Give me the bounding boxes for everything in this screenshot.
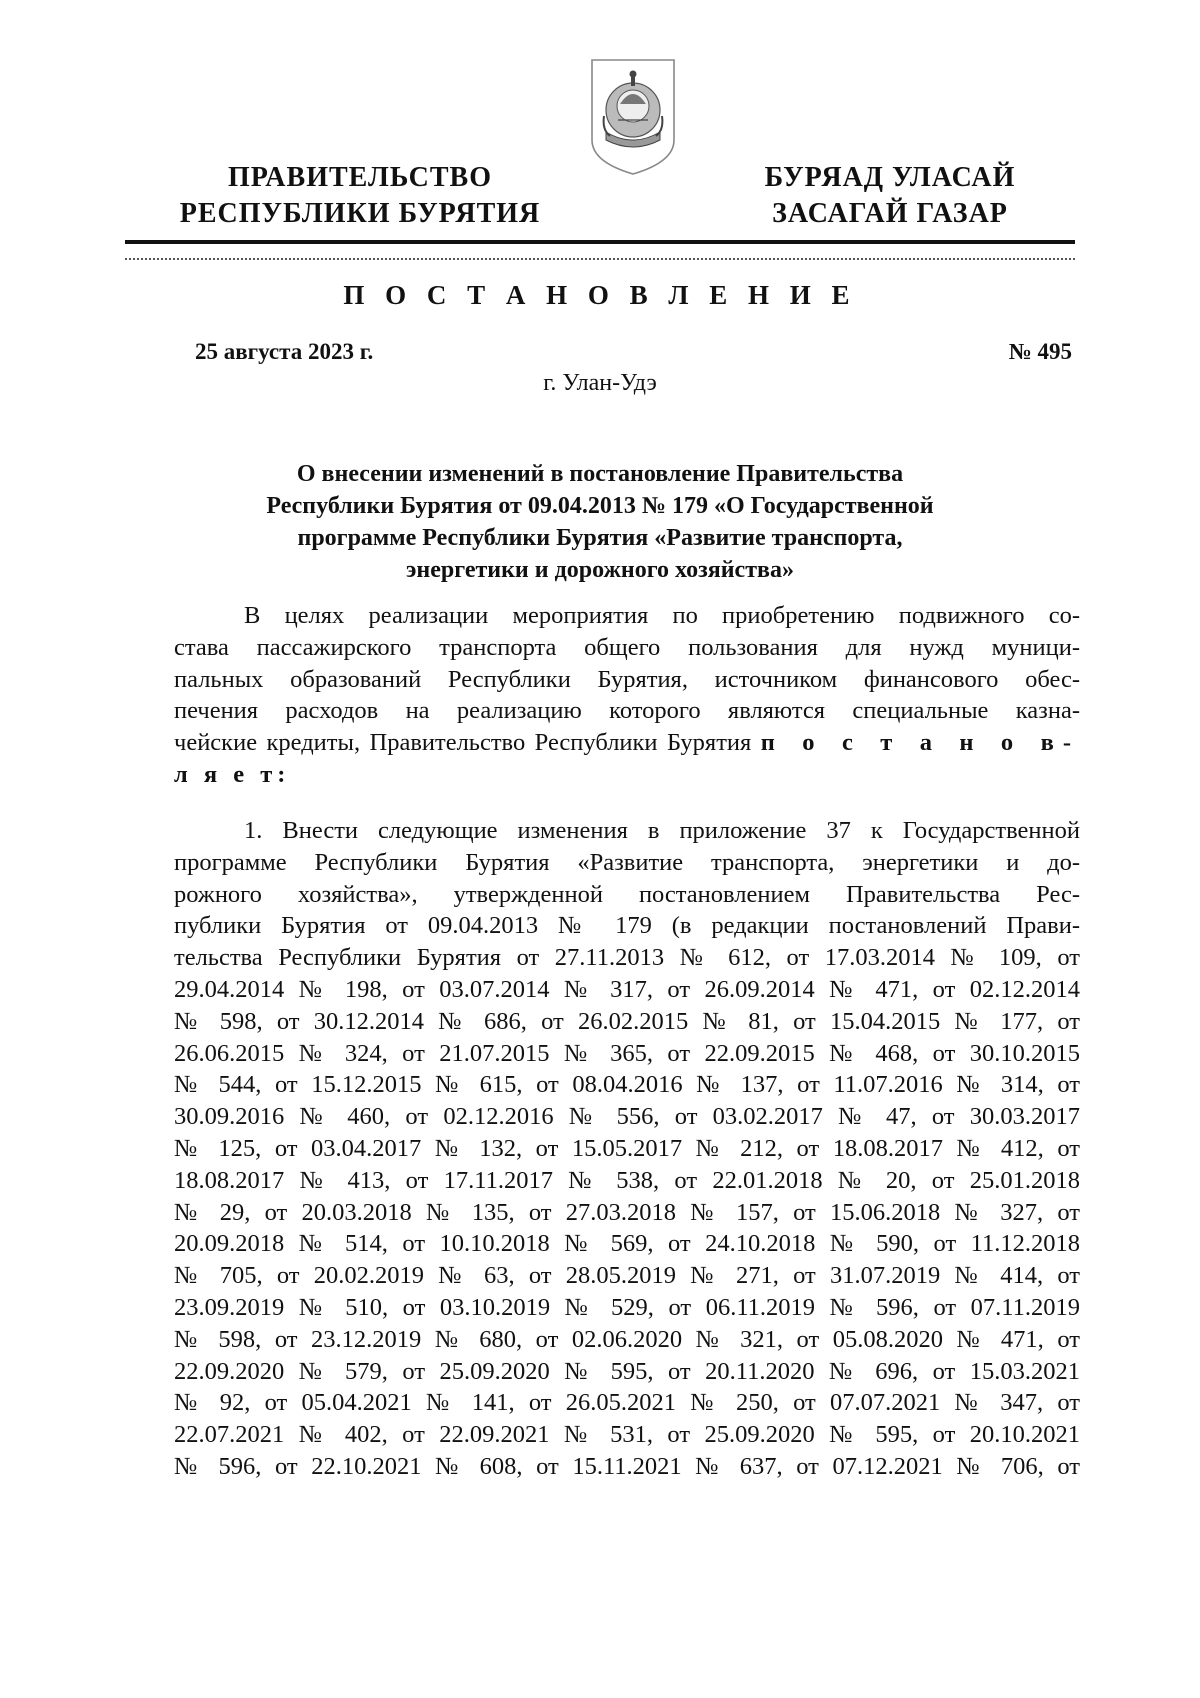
resolution-word-part-1: п о с т а н о в-: [760, 729, 1080, 757]
item-1-line: 26.06.2015 № 324, от 21.07.2015 № 365, от 22.09.2015 № 468, от 30.10.2015: [174, 1039, 1080, 1067]
item-1-line: публики Бурятия от 09.04.2013 № 179 (в редакции постановлений Прави-: [174, 912, 1080, 940]
title-line: энергетики и дорожного хозяйства»: [406, 557, 794, 583]
preamble-line: печения расходов на реализацию которого являются специальные казна-: [174, 697, 1080, 725]
item-1-line: № 596, от 22.10.2021 № 608, от 15.11.2021 № 637, от 07.12.2021 № 706, от: [174, 1452, 1080, 1480]
preamble-line: пальных образований Республики Бурятия, источником финансового обес-: [174, 665, 1080, 693]
item-1-line: 22.09.2020 № 579, от 25.09.2020 № 595, от 20.11.2020 № 696, от 15.03.2021: [174, 1357, 1080, 1385]
item-1-line: № 29, от 20.03.2018 № 135, от 27.03.2018 № 157, от 15.06.2018 № 327, от: [174, 1198, 1080, 1226]
item-1-line: 18.08.2017 № 413, от 17.11.2017 № 538, от 22.01.2018 № 20, от 25.01.2018: [174, 1166, 1080, 1194]
preamble-line-text: чейские кредиты, Правительство Республики Бурятия: [174, 729, 761, 757]
item-1-line: 22.07.2021 № 402, от 22.09.2021 № 531, от 25.09.2020 № 595, от 20.10.2021: [174, 1421, 1080, 1449]
item-1-line: № 125, от 03.04.2017 № 132, от 15.05.2017 № 212, от 18.08.2017 № 412, от: [174, 1134, 1080, 1162]
header-left-org: [160, 160, 560, 232]
item-1-line: тельства Республики Бурятия от 27.11.2013 № 612, от 17.03.2014 № 109, от: [174, 944, 1080, 972]
header-right-org: [725, 160, 1055, 232]
item-1-line: 20.09.2018 № 514, от 10.10.2018 № 569, от 24.10.2018 № 590, от 11.12.2018: [174, 1230, 1080, 1258]
header-right-line-2: ЗАСАГАЙ ГАЗАР: [772, 198, 1008, 229]
item-1-line: № 92, от 05.04.2021 № 141, от 26.05.2021 № 250, от 07.07.2021 № 347, от: [174, 1389, 1080, 1417]
preamble-line: В целях реализации мероприятия по приобретению подвижного со-: [244, 602, 1080, 629]
preamble-paragraph: [174, 600, 1080, 791]
preamble-line: [174, 759, 1080, 791]
document-title: [170, 458, 1030, 586]
title-line: Республики Бурятия от 09.04.2013 № 179 «О Государственной: [266, 493, 934, 519]
item-1-paragraph: [174, 815, 1080, 1483]
header-divider-thin: [125, 258, 1075, 260]
document-type: П О С Т А Н О В Л Е Н И Е: [343, 280, 857, 310]
header-left-line-2: РЕСПУБЛИКИ БУРЯТИЯ: [179, 198, 541, 229]
item-1-line: № 598, от 30.12.2014 № 686, от 26.02.2015 № 81, от 15.04.2015 № 177, от: [174, 1007, 1080, 1035]
item-1-line: рожного хозяйства», утвержденной постановлением Правительства Рес-: [174, 880, 1080, 908]
item-1-line: программе Республики Бурятия «Развитие транспорта, энергетики и до-: [174, 848, 1080, 876]
document-number: № 495: [1008, 339, 1072, 364]
title-line: О внесении изменений в постановление Правительства: [296, 461, 904, 487]
item-1-line: № 705, от 20.02.2019 № 63, от 28.05.2019 № 271, от 31.07.2019 № 414, от: [174, 1262, 1080, 1290]
item-1-line: 23.09.2019 № 510, от 03.10.2019 № 529, от 06.11.2019 № 596, от 07.11.2019: [174, 1293, 1080, 1321]
coat-of-arms-icon: [588, 56, 678, 176]
item-1-line: № 544, от 15.12.2015 № 615, от 08.04.2016 № 137, от 11.07.2016 № 314, от: [174, 1071, 1080, 1099]
item-1-line: 29.04.2014 № 198, от 03.07.2014 № 317, от 26.09.2014 № 471, от 02.12.2014: [174, 975, 1080, 1003]
preamble-line: [174, 727, 1080, 759]
item-1-line: 30.09.2016 № 460, от 02.12.2016 № 556, от 03.02.2017 № 47, от 30.03.2017: [174, 1103, 1080, 1131]
header-divider-thick: [125, 240, 1075, 244]
item-1-line: 1. Внести следующие изменения в приложение 37 к Государственной: [244, 817, 1080, 844]
title-line: программе Республики Бурятия «Развитие транспорта,: [297, 525, 903, 551]
document-city: г. Улан-Удэ: [543, 370, 657, 396]
item-1-line: № 598, от 23.12.2019 № 680, от 02.06.2020 № 321, от 05.08.2020 № 471, от: [174, 1325, 1080, 1353]
header-left-line-1: ПРАВИТЕЛЬСТВО: [228, 162, 492, 193]
resolution-word-part-2: л я е т:: [174, 760, 291, 788]
document-date: 25 августа 2023 г.: [195, 339, 374, 364]
preamble-line: става пассажирского транспорта общего пользования для нужд муници-: [174, 633, 1080, 661]
header-right-line-1: БУРЯАД УЛАСАЙ: [764, 162, 1016, 193]
